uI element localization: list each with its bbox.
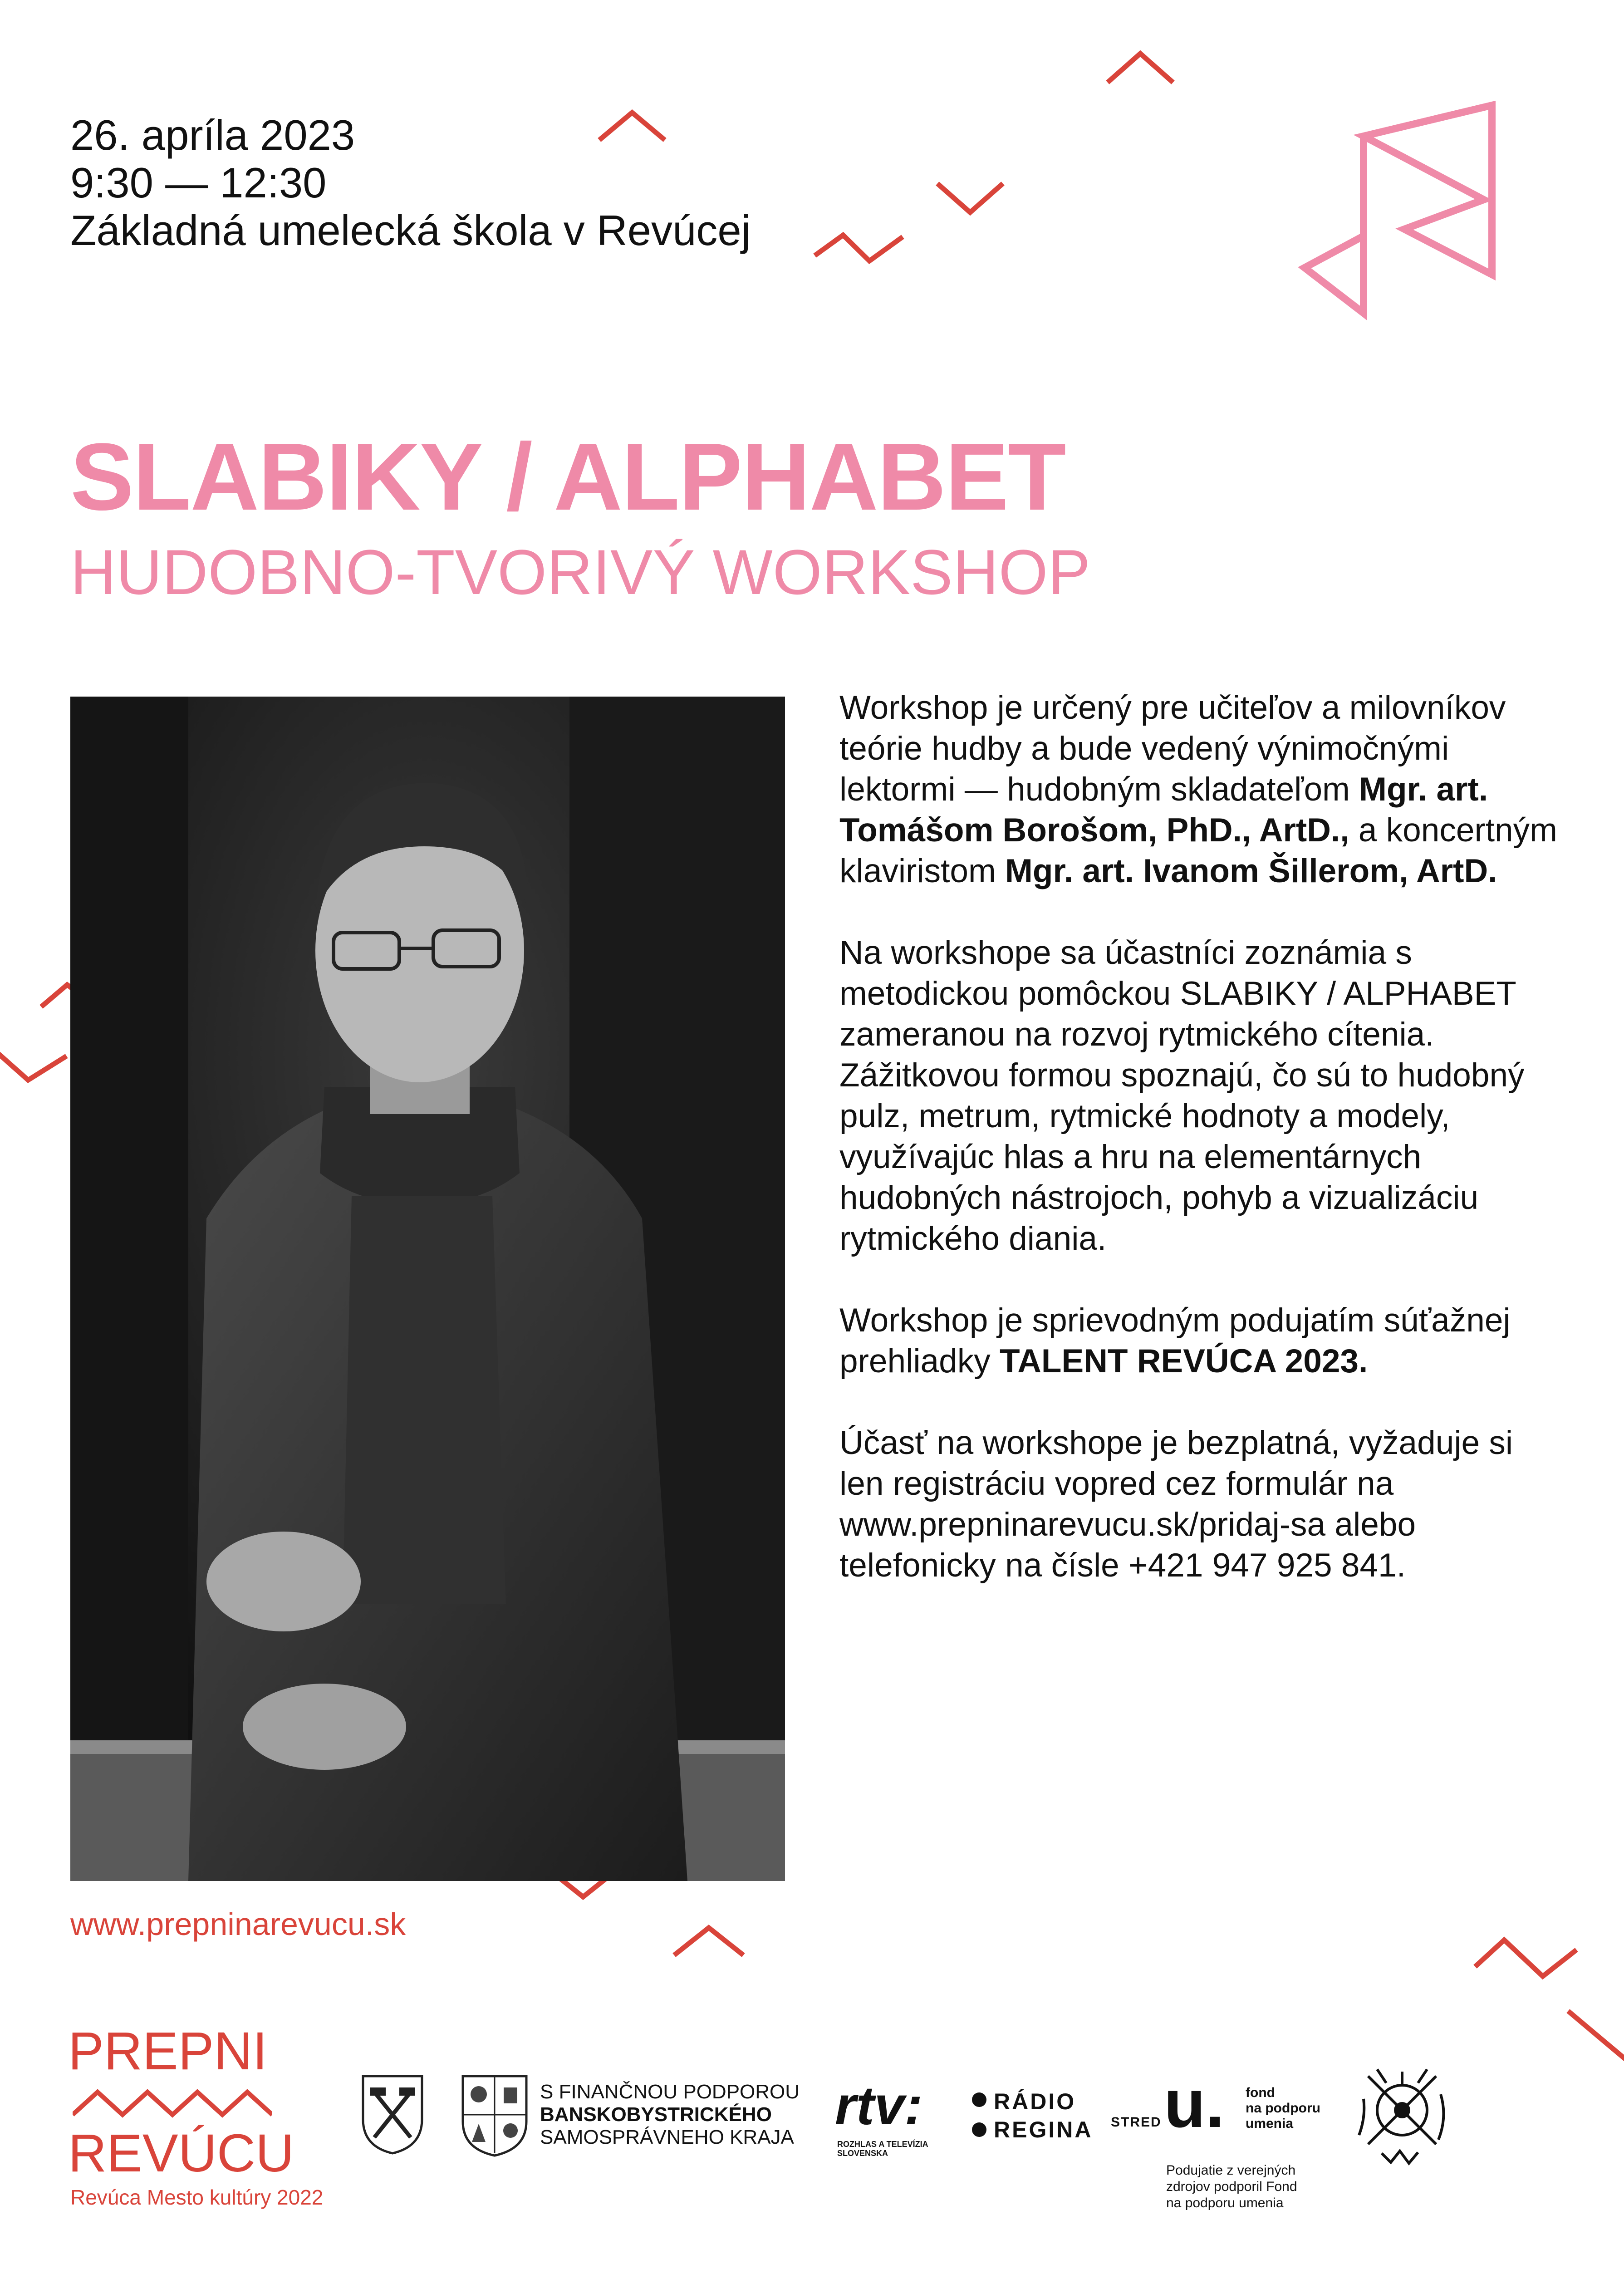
logo-prepni: PREPNI: [68, 2021, 268, 2081]
fpu-note: [1166, 2162, 1297, 2211]
fpu-note-line: Podujatie z verejných: [1166, 2163, 1296, 2178]
music-note-icon: [1364, 105, 1492, 275]
zigzag-icon: [1477, 1940, 1575, 1976]
event-info: [70, 111, 751, 254]
portrait-photo: [70, 697, 785, 1881]
chevron-up-icon: [1109, 54, 1171, 81]
description-paragraph: Na workshope sa účastníci zoznámia s metodickou pomôckou SLABIKY / ALPHABET zameranou na rozvoj rytmického cítenia. Zážitkovou formou spoznajú, čo sú to hudobný pulz, metrum, rytmické hodnoty a modely, využívajúc hlas a hru na elementárnych hudobných nástrojoch, pohyb a vizualizáciu rytmického diania.: [839, 934, 1525, 1257]
chevron-up-icon: [676, 1928, 741, 1954]
page-title: SLABIKY / ALPHABET: [70, 423, 1065, 530]
fpu-name: [1246, 2085, 1320, 2131]
radio-line: RÁDIO: [994, 2089, 1076, 2114]
festival-logo-icon: [1350, 2063, 1454, 2167]
radio-dots-icon: [971, 2090, 987, 2140]
chevron-down-icon: [0, 1055, 64, 1080]
description-paragraph: Účasť na workshope je bezplatná, vyžaduje si len registráciu vopred cez formulár na www.prepninarevucu.sk/pridaj-sa alebo telefonicky na čísle +421 947 925 841.: [839, 1424, 1513, 1584]
logo-revucu: REVÚCU: [68, 2123, 294, 2183]
zigzag-icon: [817, 235, 901, 261]
event-venue: Základná umelecká škola v Revúcej: [70, 206, 751, 254]
fpu-note-line: zdrojov podporil Fond: [1166, 2179, 1297, 2194]
page-subtitle: HUDOBNO-TVORIVÝ WORKSHOP: [70, 536, 1090, 608]
chevron-line-icon: [1570, 2013, 1624, 2058]
description-paragraph: [839, 688, 1565, 892]
fpu-name-line: fond: [1246, 2085, 1275, 2100]
rtv-subtitle: ROZHLAS A TELEVÍZIA SLOVENSKA: [837, 2140, 928, 2158]
event-date: 26. apríla 2023: [70, 111, 355, 159]
logo-zigzag-icon: [73, 2087, 272, 2119]
description-paragraph: [839, 1300, 1565, 1382]
fpu-mark: u.: [1164, 2065, 1225, 2141]
bbsk-text-line: BANSKOBYSTRICKÉHO: [540, 2103, 772, 2126]
radio-stred-label: STRED: [1111, 2115, 1162, 2130]
lecturer-name: Mgr. art. Ivanom Šillerom, ArtD.: [1005, 853, 1497, 889]
description-text: Workshop je určený pre učiteľov a milovníkov teórie hudby a bude vedený výnimočnými lektormi — hudobným skladateľom: [839, 689, 1506, 808]
lecturer-name: Mgr. art. Tomášom Borošom, PhD., ArtD.,: [839, 771, 1488, 849]
bbsk-text: [540, 2081, 800, 2149]
website-link[interactable]: www.prepninarevucu.sk: [70, 1906, 406, 1942]
town-crest-icon: [361, 2074, 424, 2156]
radio-line: REGINA: [994, 2117, 1093, 2142]
bbsk-crest-icon: [461, 2074, 529, 2158]
fpu-name-line: umenia: [1246, 2116, 1294, 2131]
bbsk-text-line: S FINANČNOU PODPOROU: [540, 2081, 800, 2103]
fpu-name-line: na podporu: [1246, 2101, 1320, 2116]
chevron-down-icon: [939, 185, 1001, 212]
event-name: TALENT REVÚCA 2023.: [1000, 1343, 1368, 1380]
description: [839, 688, 1565, 1627]
rtv-logo: rtv:: [835, 2075, 923, 2136]
description-text: a koncertným klaviristom: [839, 812, 1557, 889]
radio-regina-logo: [994, 2087, 1093, 2144]
logo-tagline: Revúca Mesto kultúry 2022: [70, 2186, 324, 2209]
description-text: Workshop je sprievodným podujatím súťažnej prehliadky: [839, 1302, 1511, 1380]
fpu-note-line: na podporu umenia: [1166, 2195, 1284, 2210]
bbsk-text-line: SAMOSPRÁVNEHO KRAJA: [540, 2126, 794, 2148]
event-time: 9:30 — 12:30: [70, 159, 327, 206]
